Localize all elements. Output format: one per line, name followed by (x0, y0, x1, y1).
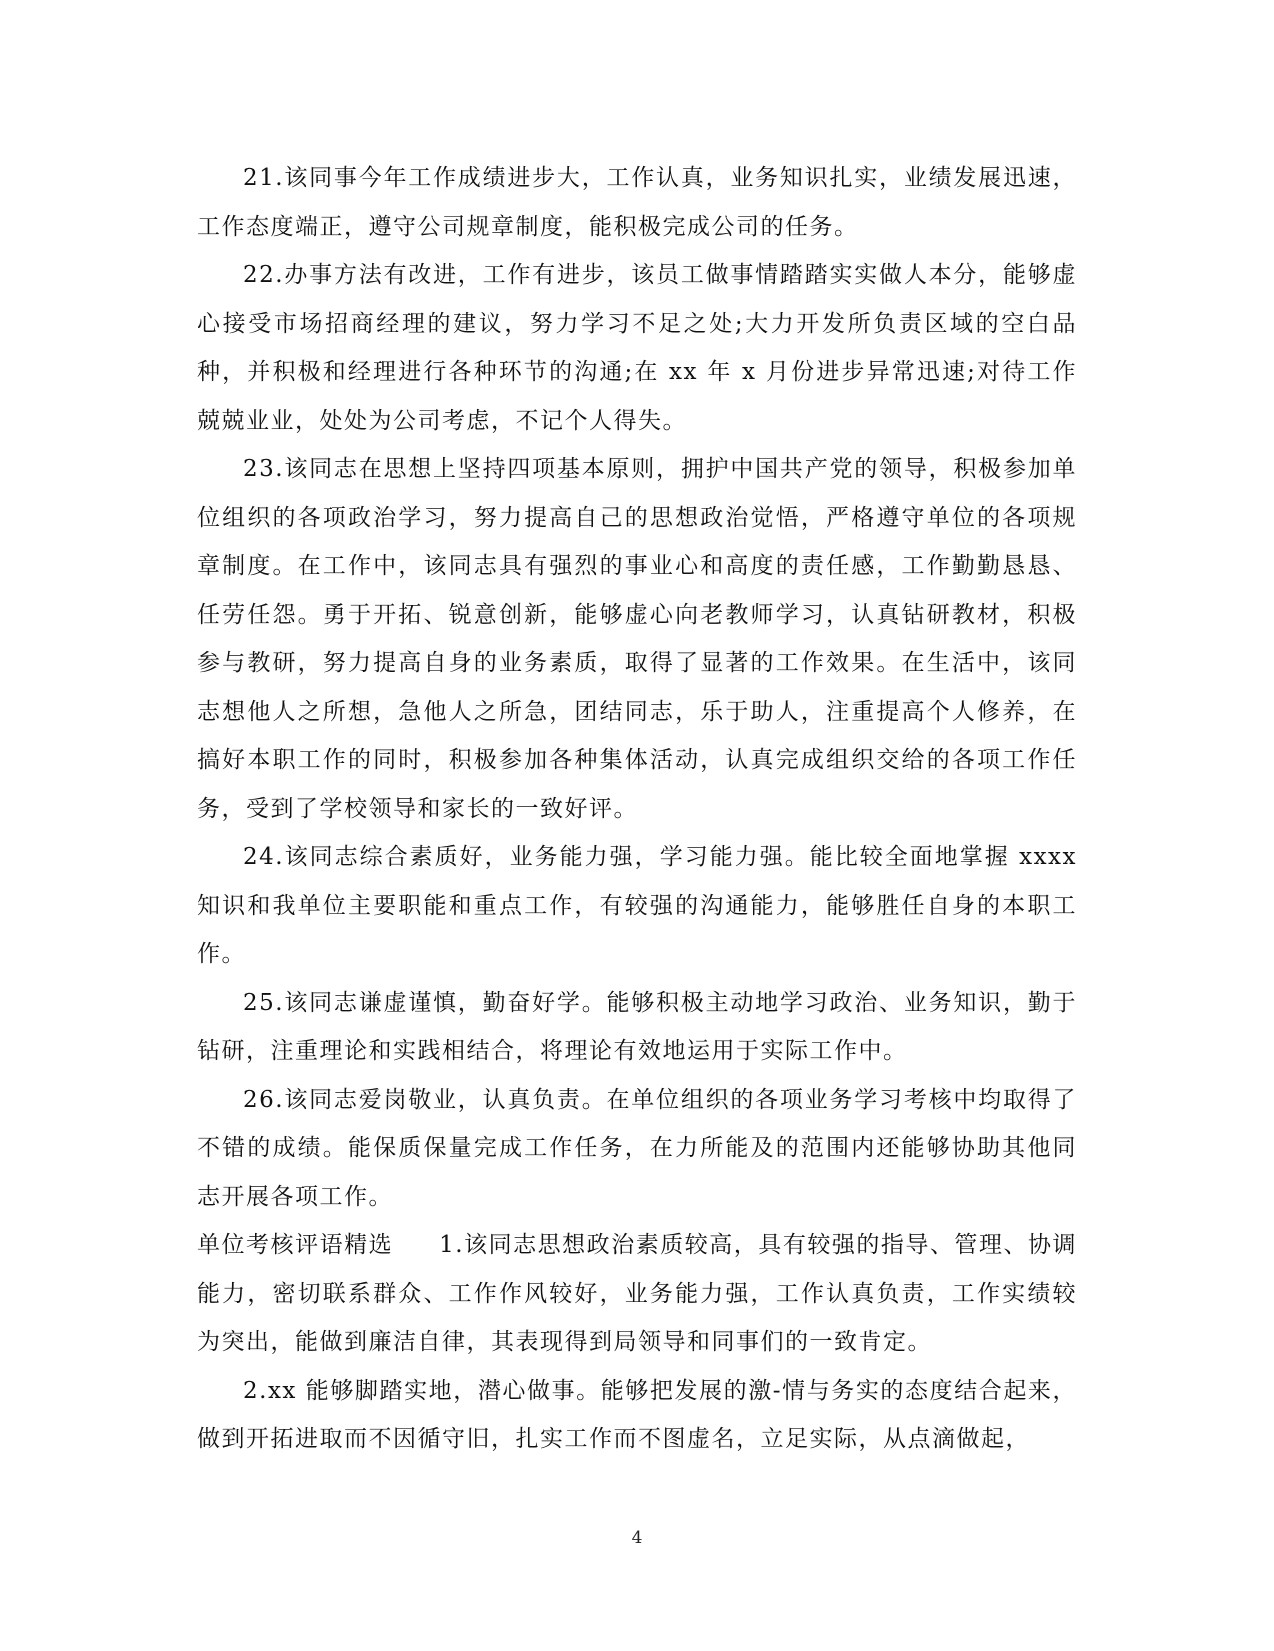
section-paragraph-1: 1.该同志思想政治素质较高，具有较强的指导、管理、协调能力，密切联系群众、工作作风较好，业务能力强，工作认真负责，工作实绩较为突出，能做到廉洁自律，其表现得到局领导和同事们的一致肯定。 (197, 1232, 1077, 1355)
paragraph-23: 23.该同志在思想上坚持四项基本原则，拥护中国共产党的领导，积极参加单位组织的各项政治学习，努力提高自己的思想政治觉悟，严格遵守单位的各项规章制度。在工作中，该同志具有强烈的事业心和高度的责任感，工作勤勤恳恳、任劳任怨。勇于开拓、锐意创新，能够虚心向老教师学习，认真钻研教材，积极参与教研，努力提高自身的业务素质，取得了显著的工作效果。在生活中，该同志想他人之所想，急他人之所急，团结同志，乐于助人，注重提高个人修养，在搞好本职工作的同时，积极参加各种集体活动，认真完成组织交给的各项工作任务，受到了学校领导和家长的一致好评。 (197, 456, 1077, 822)
page-number: 4 (631, 1528, 643, 1548)
paragraph-21: 21.该同事今年工作成绩进步大，工作认真，业务知识扎实，业绩发展迅速，工作态度端正，遵守公司规章制度，能积极完成公司的任务。 (197, 165, 1077, 240)
paragraph-22: 22.办事方法有改进，工作有进步，该员工做事情踏踏实实做人本分，能够虚心接受市场招商经理的建议，努力学习不足之处;大力开发所负责区域的空白品种，并积极和经理进行各种环节的沟通;在 xx 年 x 月份进步异常迅速;对待工作兢兢业业，处处为公司考虑，不记个人得失。 (197, 262, 1077, 434)
section-first-paragraph (197, 1221, 1077, 1367)
paragraph-25: 25.该同志谦虚谨慎，勤奋好学。能够积极主动地学习政治、业务知识，勤于钻研，注重理论和实践相结合，将理论有效地运用于实际工作中。 (197, 989, 1077, 1064)
section-paragraph-2: 2.xx 能够脚踏实地，潜心做事。能够把发展的激-情与务实的态度结合起来，做到开拓进取而不因循守旧，扎实工作而不图虚名，立足实际，从点滴做起， (197, 1377, 1077, 1452)
paragraph-24: 24.该同志综合素质好，业务能力强，学习能力强。能比较全面地掌握 xxxx 知识和我单位主要职能和重点工作，有较强的沟通能力，能够胜任自身的本职工作。 (197, 844, 1077, 967)
paragraph-26: 26.该同志爱岗敬业，认真负责。在单位组织的各项业务学习考核中均取得了不错的成绩。能保质保量完成工作任务，在力所能及的范围内还能够协助其他同志开展各项工作。 (197, 1086, 1077, 1210)
section-heading: 单位考核评语精选 (197, 1232, 394, 1258)
document-body (197, 154, 1077, 1464)
